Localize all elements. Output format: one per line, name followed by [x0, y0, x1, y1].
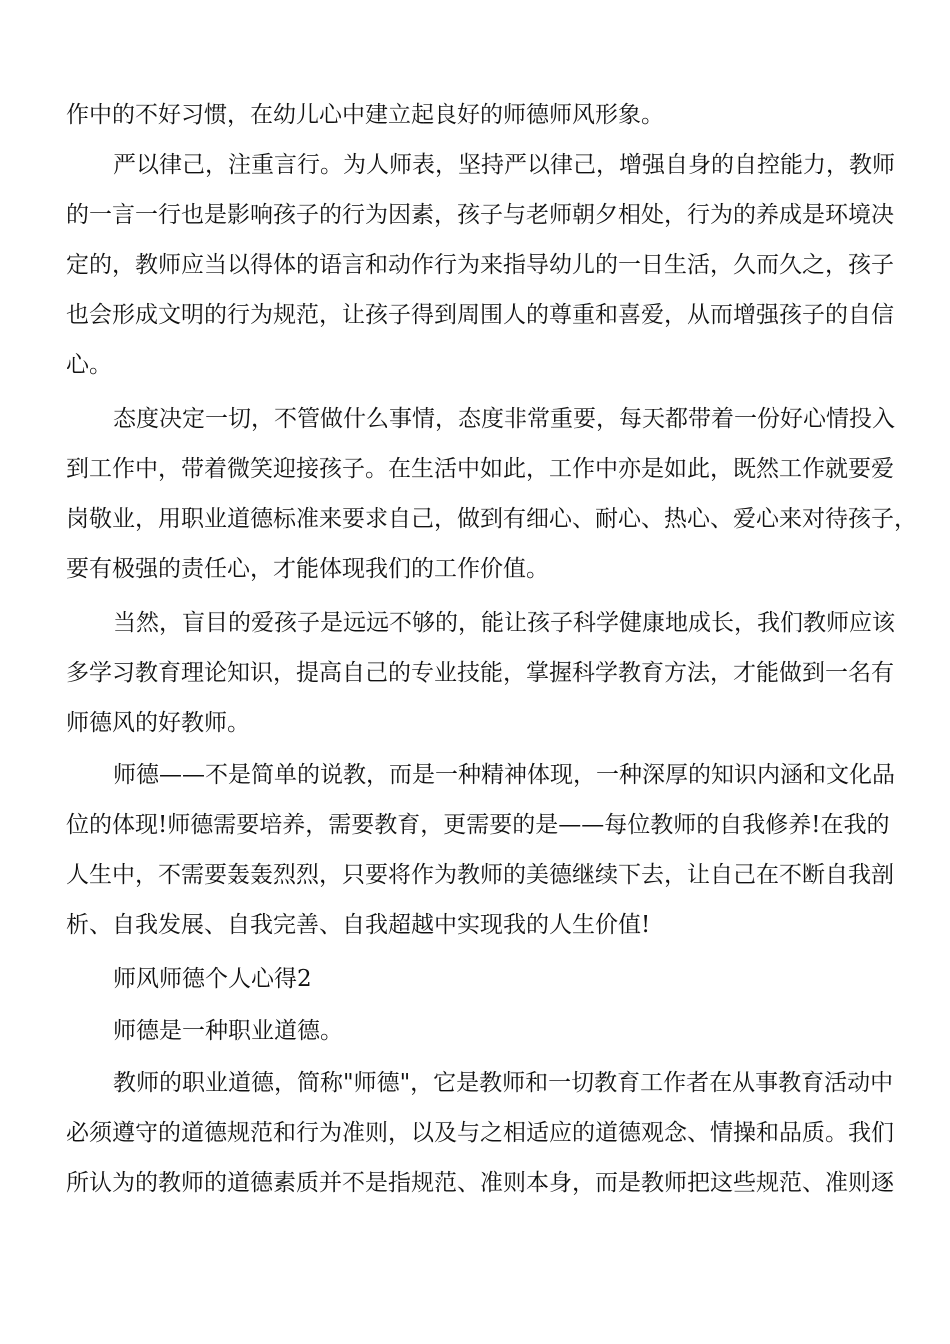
text-line: 心。 [66, 352, 112, 378]
text-line: 的一言一行也是影响孩子的行为因素，孩子与老师朝夕相处，行为的养成是环境决 [66, 202, 894, 228]
text-line: 位的体现!师德需要培养，需要教育，更需要的是——每位教师的自我修养!在我的 [66, 812, 890, 838]
text-line: 严以律己，注重言行。为人师表，坚持严以律己，增强自身的自控能力，教师 [113, 152, 895, 178]
text-line: 所认为的教师的道德素质并不是指规范、准则本身，而是教师把这些规范、准则逐 [66, 1170, 894, 1196]
text-line: 析、自我发展、自我完善、自我超越中实现我的人生价值! [66, 912, 651, 938]
text-line: 教师的职业道德，简称"师德"，它是教师和一切教育工作者在从事教育活动中 [113, 1070, 894, 1096]
text-line: 当然，盲目的爱孩子是远远不够的，能让孩子科学健康地成长，我们教师应该 [113, 610, 895, 636]
text-line: 态度决定一切，不管做什么事情，态度非常重要，每天都带着一份好心情投入 [113, 406, 895, 432]
text-line: 也会形成文明的行为规范，让孩子得到周围人的尊重和喜爱，从而增强孩子的自信 [66, 302, 894, 328]
text-line: 要有极强的责任心，才能体现我们的工作价值。 [66, 556, 549, 582]
section-heading: 师风师德个人心得2 [113, 966, 312, 992]
text-line: 师德是一种职业道德。 [113, 1018, 343, 1044]
text-line: 师德——不是简单的说教，而是一种精神体现，一种深厚的知识内涵和文化品 [113, 762, 895, 788]
text-line: 多学习教育理论知识，提高自己的专业技能，掌握科学教育方法，才能做到一名有 [66, 660, 894, 686]
text-line: 师德风的好教师。 [66, 710, 250, 736]
text-line: 作中的不好习惯，在幼儿心中建立起良好的师德师风形象。 [66, 102, 664, 128]
text-line: 岗敬业，用职业道德标准来要求自己，做到有细心、耐心、热心、爱心来对待孩子， [66, 506, 917, 532]
text-line: 人生中，不需要轰轰烈烈，只要将作为教师的美德继续下去，让自己在不断自我剖 [66, 862, 894, 888]
text-line: 必须遵守的道德规范和行为准则，以及与之相适应的道德观念、情操和品质。我们 [66, 1120, 894, 1146]
text-line: 定的，教师应当以得体的语言和动作行为来指导幼儿的一日生活，久而久之，孩子 [66, 252, 894, 278]
text-line: 到工作中，带着微笑迎接孩子。在生活中如此，工作中亦是如此，既然工作就要爱 [66, 456, 894, 482]
